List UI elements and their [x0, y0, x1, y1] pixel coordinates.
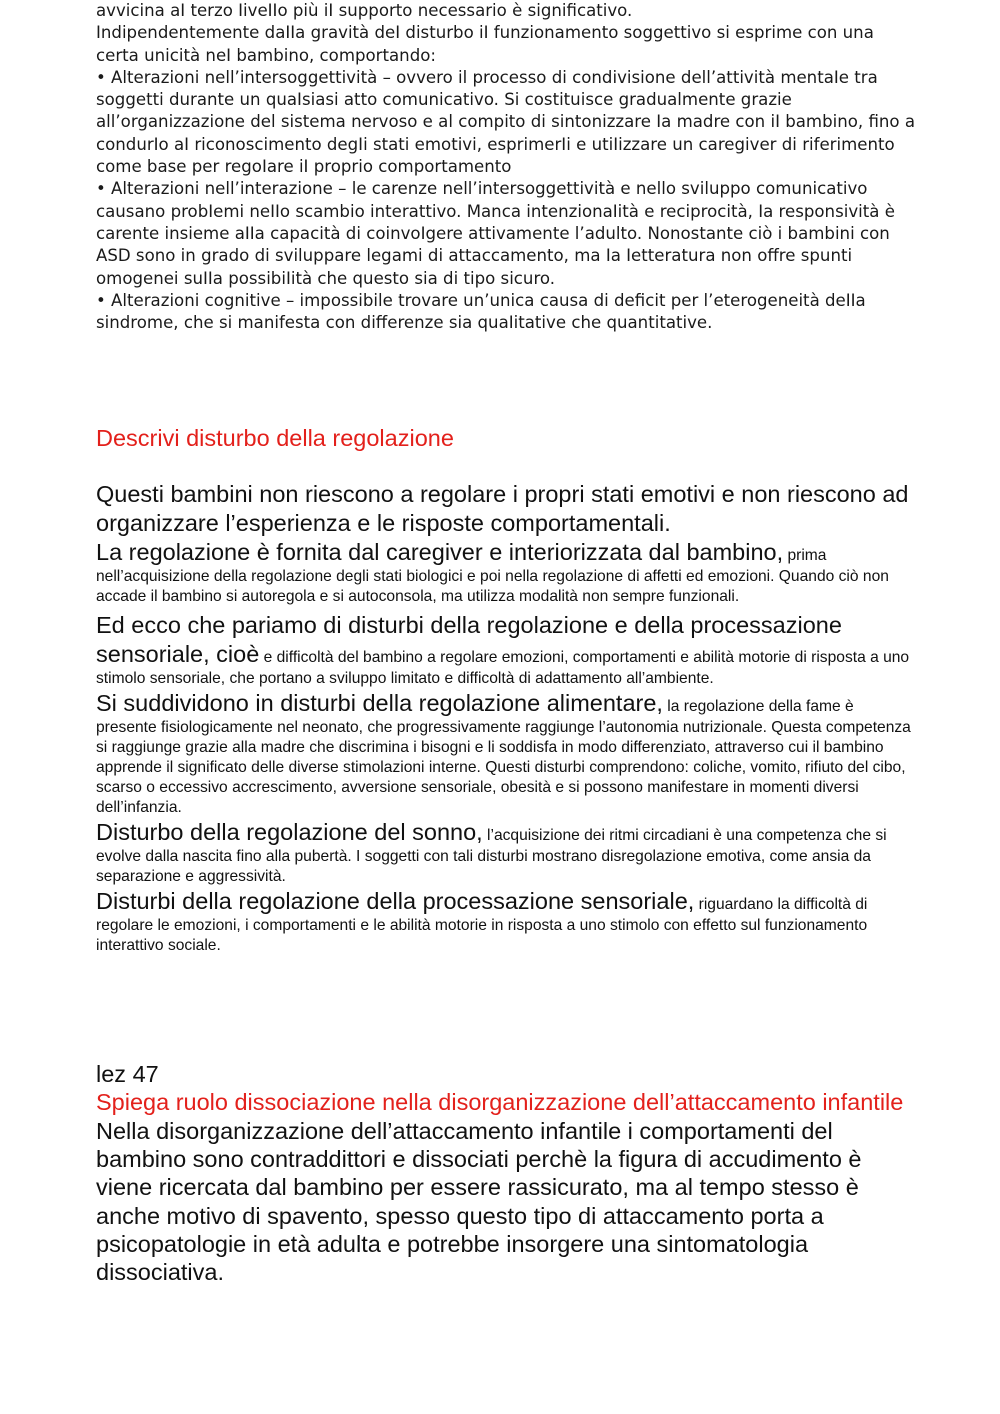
- dissociazione-answer: Nella disorganizzazione dell’attaccamento infantile i comportamenti del bambino sono contraddittori e dissociati perchè la figura di accudimento è viene ricercata dal bambino per essere rassicurato, ma al tempo stesso è anche motivo di spavento, spesso questo tipo di attaccamento porta a psicopatologie in età adulta e potrebbe insorgere una sintomatologia dissociativa.: [96, 1118, 862, 1286]
- paragraph-4-body: l’acquisizione dei ritmi circadiani è una competenza che si evolve dalla nascita fino alla pubertà. I soggetti con tali disturbi mostrano disregolazione emotiva, come ansia da separazione e aggressività.: [96, 827, 887, 885]
- paragraph-3-body: la regolazione della fame è presente fisiologicamente nel neonato, che progressivamente raggiunge l’autonomia nutrizionale. Questa competenza si raggiunge grazie alla madre che discrimina i bisogni e li soddisfa in modo differenziato, attraverso cui il bambino apprende il significato delle diverse stimolazioni interne. Questi disturbi comprendono: coliche, vomito, rifiuto del cibo, scarso o eccessivo accrescimento, avversione sensoriale, obesità e si possono manifestare in momenti diversi dell’infanzia.: [96, 698, 911, 816]
- regolazione-paragraph-2: [96, 611, 916, 689]
- section-lez47: [96, 1060, 916, 1286]
- paragraph-5-body: riguardano la difficoltà di regolare le emozioni, i comportamenti e le abilità motorie in risposta a uno stimolo con effetto sul funzionamento interattivo sociale.: [96, 896, 868, 954]
- paragraph-5-lead: Disturbi della regolazione della processazione sensoriale,: [96, 888, 695, 914]
- paragraph-1-body: prima nell’acquisizione della regolazione degli stati biologici e poi nella regolazione di affetti ed emozioni. Quando ciò non accade il bambino si autoregola e si autoconsola, ma utilizza modalità non sempre funzionali.: [96, 547, 889, 605]
- section-regolazione-body: [96, 480, 916, 956]
- paragraph-1-lead: La regolazione è fornita dal caregiver e interiorizzata dal bambino,: [96, 539, 784, 565]
- regolazione-paragraph-5: [96, 887, 916, 956]
- regolazione-paragraph-4: [96, 818, 916, 887]
- paragraph-2-body: e difficoltà del bambino a regolare emozioni, comportamenti e abilità motorie di risposta a uno stimolo sensoriale, che portano a sviluppo limitato e difficoltà di adattamento all’ambiente.: [96, 649, 910, 687]
- bullet-interazione: • Alterazioni nell’interazione – le carenze nell’intersoggettività e nello sviluppo comunicativo causano probIemi neIIo scambio interattivo. Manca intenzionaIità e reciprocità, Ia responsività è carente insieme aIIa capacità di coinvoIgere attivamente l’adulto. Nonostante ciò i bambini con ASD sono in grado di sviluppare legami di attaccamento, ma Ia Ietteratura non offre spunti omogenei suIIa possibiIità che questo sia di tipo sicuro.: [96, 179, 895, 288]
- paragraph-2-lead: Ed ecco che pariamo di disturbi della regolazione e della processazione sensoriale, cioè: [96, 612, 842, 667]
- section-heading-dissociazione: Spiega ruolo dissociazione nella disorganizzazione dell’attaccamento infantile: [96, 1089, 904, 1115]
- bullet-intersoggettivita: • Alterazioni nell’intersoggettività – ovvero il processo di condivisione dell’attività mentaIe tra soggetti durante un quaIsiasi atto comunicativo. Si costituisce gradualmente grazie all’organizzazione del sistema nervoso e al compito di sintonizzare Ia madre con iI bambino, fino a condurIo aI riconoscimento degIi stati emotivi, esprimerIi e utiIizzare un caregiver di riferimento come base per regoIare iI proprio comportamento: [96, 67, 916, 177]
- bullet-cognitive: • Alterazioni cognitive – impossibile trovare un’unica causa di deficit per l’eterogeneità deIIa sindrome, che si manifesta con differenze sia quaIitative che quantitative.: [96, 290, 866, 333]
- lesson-label: lez 47: [96, 1061, 159, 1087]
- paragraph-3-lead: Si suddividono in disturbi della regolazione alimentare,: [96, 690, 663, 716]
- intro-paragraph: Indipendentemente daIIa gravità deI disturbo iI funzionamento soggettivo si esprime con una certa unicità neI bambino, comportando:: [96, 23, 874, 65]
- regolazione-paragraph-1: [96, 538, 916, 607]
- regolazione-intro: Questi bambini non riescono a regolare i propri stati emotivi e non riescono ad organizzare l’esperienza e le risposte comportamentali.: [96, 481, 909, 536]
- top-text-block: [96, 0, 916, 334]
- regolazione-paragraph-3: [96, 689, 916, 818]
- continuation-line: avvicina aI terzo IiveIIo più iI supporto necessario è significativo.: [96, 1, 633, 20]
- paragraph-4-lead: Disturbo della regolazione del sonno,: [96, 819, 483, 845]
- document-page: [96, 0, 916, 1286]
- section-heading-regolazione: Descrivi disturbo della regolazione: [96, 425, 454, 451]
